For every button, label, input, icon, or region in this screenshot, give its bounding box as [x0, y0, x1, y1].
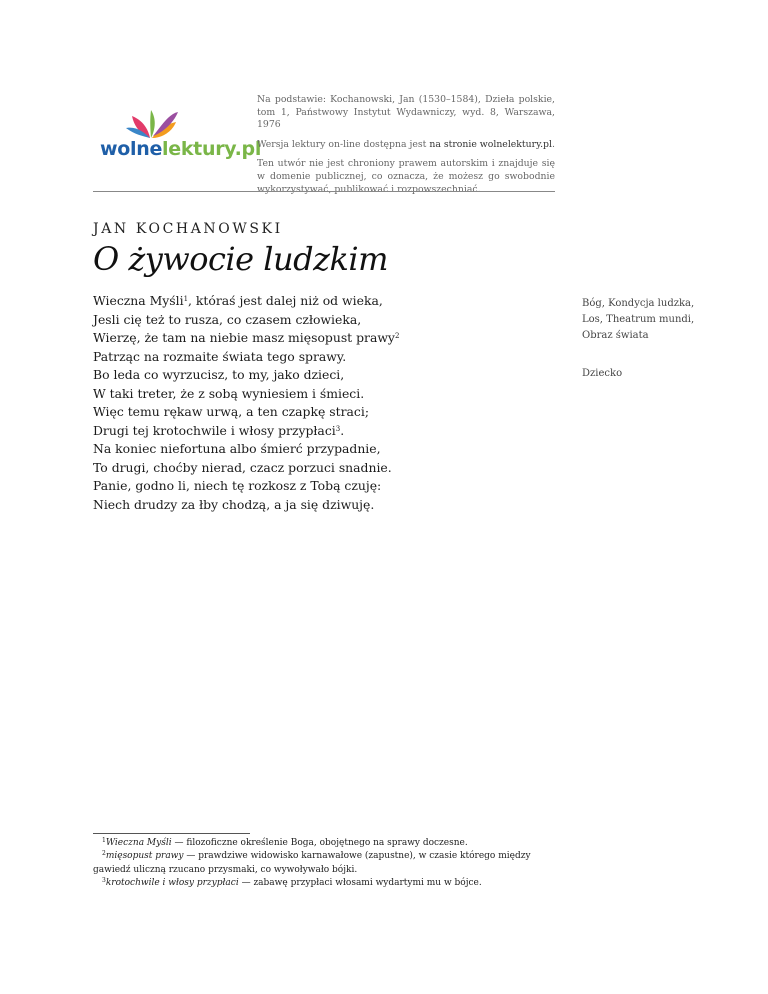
online-note-suffix: . — [552, 138, 555, 150]
logo-part-wolne: wolne — [100, 138, 163, 160]
theme-line[interactable]: Dziecko — [582, 368, 623, 379]
footnote-number: 1 — [102, 837, 106, 844]
poem-line-text: , któraś jest dalej niż od wieka, — [188, 293, 383, 308]
poem-line-text: Wierzę, że tam na niebie masz mięsopust prawy — [93, 330, 395, 345]
footnote-term: krotochwile i włosy przypłaci — [105, 878, 239, 889]
leaves-icon — [120, 108, 184, 142]
footnote-definition: — zabawę przypłaci włosami wydartymi mu w bójce. — [238, 878, 482, 889]
footnote-2 — [93, 850, 563, 877]
poem-line: Na koniec niefortuna albo śmierć przypadnie, — [93, 441, 381, 456]
poem-line: Więc temu rękaw urwą, a ten czapkę straci; — [93, 404, 369, 419]
poem-text — [93, 292, 563, 514]
poem-line: Panie, godno li, niech tę rozkosz z Tobą czuję: — [93, 478, 382, 493]
poem-line: To drugi, choćby nierad, czacz porzuci snadnie. — [93, 459, 392, 475]
footnote-number: 2 — [102, 850, 106, 858]
logo-part-lektury: lektury.pl — [162, 138, 262, 160]
footnote-definition: — prawdziwe widowisko karnawałowe (zapustne), w czasie którego między gawiedź uliczną rzucano przysmaki, co wywoływało bójki. — [93, 851, 531, 875]
poem-line — [93, 329, 563, 348]
poem-line-text: . — [340, 422, 345, 438]
poem-line: Niech drudzy za łby chodzą, a ja się dziwuję. — [93, 496, 375, 512]
header-divider — [93, 191, 555, 192]
poem-line-text: Wieczna Myśli — [93, 293, 184, 308]
poem-line — [93, 422, 563, 441]
footnotes — [93, 837, 563, 891]
footnote-ref-2[interactable]: 2 — [394, 332, 400, 340]
poem-line: Jesli cię też to rusza, co czasem człowieka, — [93, 311, 362, 327]
poem-line: Bo leda co wyrzucisz, to my, jako dzieci, — [93, 367, 345, 382]
license-note: Ten utwór nie jest chroniony prawem autorskim i znajduje się w domenie publicznej, co oznacza, że możesz go swobodnie wykorzystywać, publikować i rozpowszechniać. — [257, 158, 555, 195]
footnote-ref-1[interactable]: 1 — [183, 295, 189, 303]
footnote-divider — [93, 833, 250, 834]
theme-annotations — [582, 296, 732, 382]
theme-spacer — [582, 344, 732, 366]
poem-line: Patrząc na rozmaite świata tego sprawy. — [93, 348, 347, 364]
footnote-term: mięsopust prawy — [105, 851, 184, 862]
wolnelektury-logo[interactable] — [100, 108, 262, 168]
footnote-ref-3[interactable]: 3 — [335, 424, 341, 433]
poem-line: W taki treter, że z sobą wyniesiem i śmieci. — [93, 385, 365, 401]
footnote-definition: — filozoficzne określenie Boga, obojętnego na sprawy doczesne. — [171, 838, 468, 848]
footnote-3 — [93, 877, 563, 890]
wolnelektury-link[interactable]: na stronie wolnelektury.pl — [429, 138, 552, 150]
author-name: JAN KOCHANOWSKI — [93, 221, 283, 237]
theme-line[interactable]: Obraz świata — [582, 330, 649, 341]
poem-title: O żywocie ludzkim — [93, 240, 388, 278]
poem-line-text: Drugi tej krotochwile i włosy przypłaci — [93, 422, 336, 438]
online-note — [257, 139, 555, 152]
source-metadata — [257, 94, 555, 203]
theme-line[interactable]: Los, Theatrum mundi, — [582, 314, 695, 325]
theme-line[interactable]: Bóg, Kondycja ludzka, — [582, 298, 695, 309]
footnote-number: 3 — [102, 877, 106, 885]
online-note-prefix: Wersja lektury on-line dostępna jest — [257, 138, 430, 150]
logo-wordmark — [100, 138, 261, 160]
footnote-1 — [93, 837, 563, 850]
source-note: Na podstawie: Kochanowski, Jan (1530–1584), Dzieła polskie, tom 1, Państwowy Instytut Wydawniczy, wyd. 8, Warszawa, 1976 — [257, 94, 555, 131]
footnote-term: Wieczna Myśli — [105, 838, 172, 848]
poem-line — [93, 292, 563, 311]
